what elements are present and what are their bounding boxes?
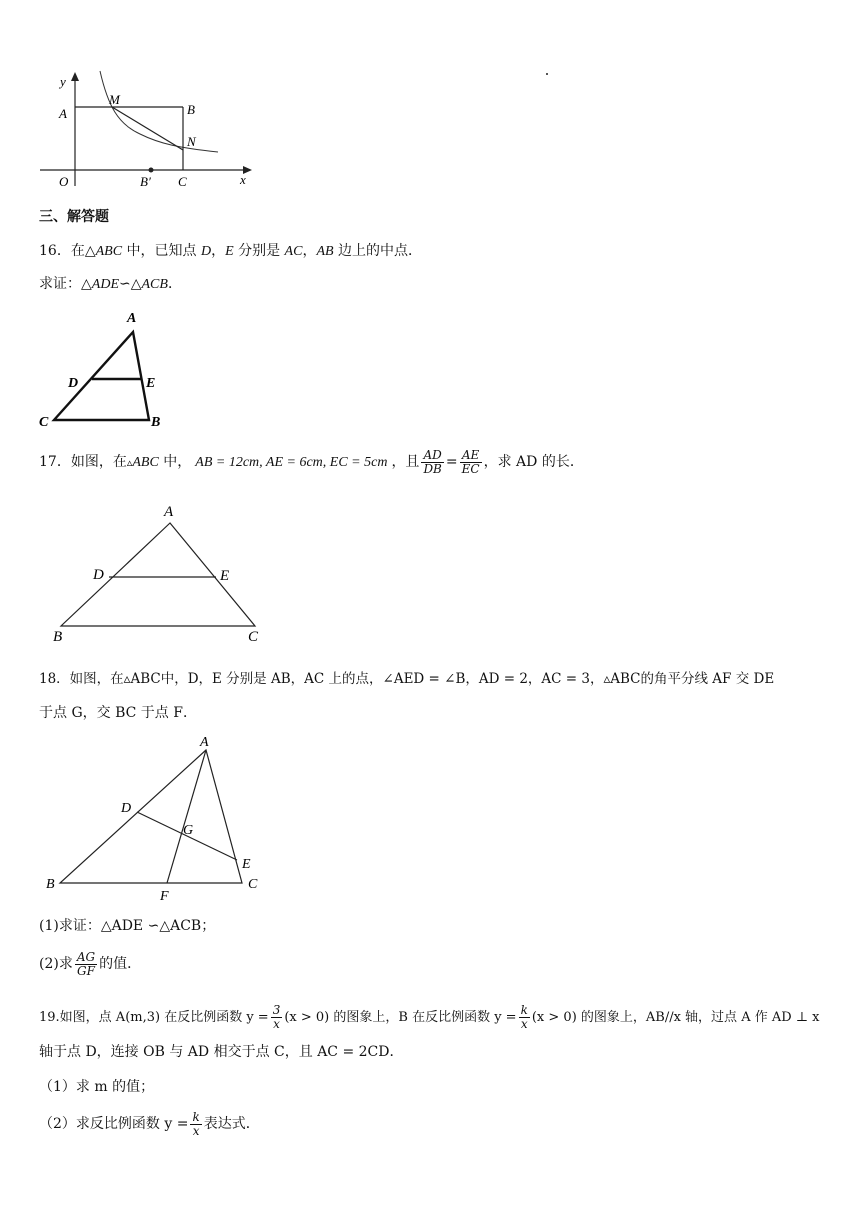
q18-label-C: C	[248, 877, 258, 892]
q17-text: 17．如图，在	[39, 454, 127, 470]
q17-fraction-ad-db	[421, 449, 443, 476]
figure-q16	[36, 306, 176, 431]
q16-prove	[39, 274, 182, 295]
q16-text: ，	[302, 243, 317, 259]
figure-q17	[44, 496, 274, 646]
q18-fraction-ag-gf	[75, 951, 97, 978]
q16-text: 求证：△	[39, 276, 92, 292]
q16-label-C: C	[39, 415, 49, 430]
frac-den: x	[192, 1123, 200, 1138]
q16-text: ．	[167, 276, 182, 292]
q18-part2	[39, 950, 141, 978]
q17-label-A: A	[164, 504, 174, 520]
q19-line1	[39, 1003, 819, 1033]
q17-conditions: AB = 12cm, AE = 6cm, EC = 5cm	[195, 455, 388, 470]
q16-text: 边上的中点．	[333, 243, 422, 259]
label-x: x	[240, 172, 246, 187]
q19-line2: 轴于点 D，连接 OB 与 AD 相交于点 C，且 AC = 2CD．	[39, 1044, 404, 1060]
q17-text: ，求 AD 的长．	[483, 454, 584, 470]
q18-line2: 于点 G，交 BC 于点 F．	[39, 705, 197, 721]
frac-num: k	[520, 1003, 528, 1017]
q16-ade: ADE	[91, 277, 119, 292]
frac-den: x	[520, 1017, 528, 1031]
q18-text: (2)求	[39, 956, 73, 972]
q19-fraction-k-x	[519, 1004, 530, 1031]
frac-den: EC	[461, 461, 480, 476]
q19-fraction-k-x-2	[190, 1111, 201, 1138]
label-O: O	[59, 174, 69, 189]
stray-dot	[546, 73, 548, 75]
q18-label-G: G	[183, 823, 194, 838]
figure-q15	[30, 66, 260, 191]
frac-num: k	[192, 1109, 200, 1124]
q16-label-D: D	[68, 376, 79, 391]
q17-label-E: E	[220, 568, 230, 584]
q16-text: ∽△	[119, 276, 142, 292]
q16-text: 分别是	[233, 243, 285, 259]
frac-den: DB	[423, 461, 442, 476]
q16-statement	[39, 241, 422, 262]
q16-acb: ACB	[141, 277, 168, 292]
q19-text: (x > 0) 的图象上，AB//x 轴，过点 A 作 AD ⊥ x	[531, 1010, 820, 1025]
q16-label-A: A	[127, 311, 137, 326]
q16-text: 中，已知点	[122, 243, 201, 259]
figure-q18	[42, 732, 272, 902]
q17-statement	[39, 447, 584, 478]
q18-part1: (1)求证：△ADE ∽△ACB；	[39, 918, 216, 934]
q17-fraction-ae-ec	[460, 449, 482, 476]
label-M: M	[109, 92, 120, 107]
q19-text: （2）求反比例函数 y =	[39, 1116, 189, 1132]
label-y: y	[60, 74, 66, 89]
label-Bprime: B′	[140, 174, 151, 189]
q16-D: D	[200, 244, 212, 259]
label-A: A	[59, 106, 67, 121]
q16-AB: AB	[316, 244, 334, 259]
frac-num: AG	[76, 949, 96, 964]
q16-text: ，	[211, 243, 226, 259]
q19-text: 表达式．	[203, 1116, 260, 1132]
q19-fraction-3-x	[271, 1004, 283, 1031]
q19-part1: （1）求 m 的值；	[39, 1079, 155, 1095]
frac-den: x	[273, 1017, 280, 1031]
frac-num: AE	[460, 449, 482, 463]
frac-num: AD	[421, 449, 443, 463]
q18-label-B: B	[46, 877, 55, 892]
frac-num: 3	[272, 1003, 281, 1017]
q16-text: 16．在△	[39, 243, 96, 259]
q17-label-D: D	[93, 567, 104, 583]
label-B: B	[187, 102, 195, 117]
q18-line1: 18．如图，在▵ABC中，D，E 分别是 AB，AC 上的点，∠AED = ∠B，AD = 2，AC = 3，▵ABC的角平分线 AF 交 DE	[39, 671, 775, 687]
q18-label-D: D	[121, 801, 132, 816]
label-C: C	[178, 174, 187, 189]
q18-label-E: E	[242, 857, 251, 872]
q19-text: 19.如图，点 A(m,3) 在反比例函数 y =	[39, 1010, 269, 1025]
q17-tri: ▵	[126, 456, 133, 469]
q17-text: 中，	[158, 454, 192, 470]
q16-E: E	[225, 244, 234, 259]
q16-abc: ABC	[95, 244, 123, 259]
label-N: N	[187, 134, 196, 149]
q17-abc: ABC	[132, 455, 159, 470]
frac-den: GF	[77, 963, 95, 978]
q16-AC: AC	[284, 244, 303, 259]
q19-text: (x > 0) 的图象上，B 在反比例函数 y =	[284, 1010, 517, 1025]
q17-label-C: C	[248, 629, 259, 645]
section-heading: 三、解答题	[39, 209, 109, 225]
q17-eq: =	[445, 454, 458, 470]
q16-label-E: E	[146, 376, 156, 391]
q18-label-F: F	[160, 889, 169, 902]
q18-label-A: A	[200, 735, 209, 750]
q16-label-B: B	[151, 415, 161, 430]
q17-text: ，且	[391, 454, 420, 470]
q18-text: 的值．	[99, 956, 142, 972]
q19-part2	[39, 1110, 260, 1138]
q17-label-B: B	[53, 629, 63, 645]
